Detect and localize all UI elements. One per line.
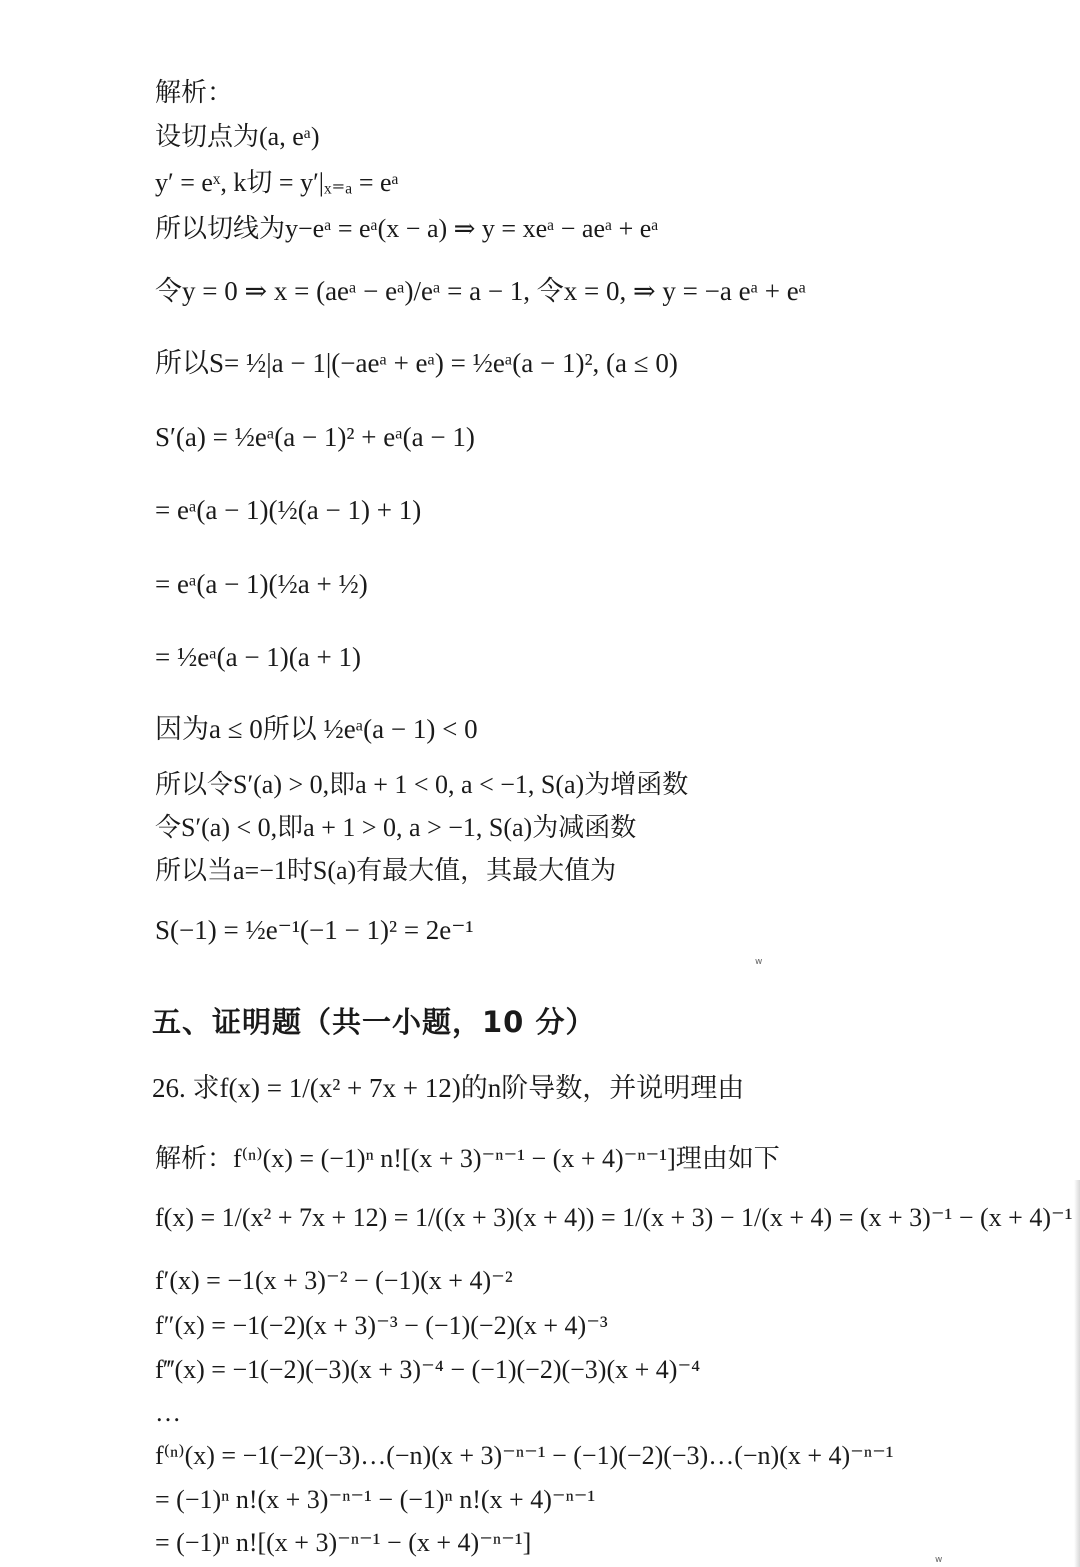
solution-line: 令S′(a) < 0,即a + 1 > 0, a > −1, S(a)为减函数 <box>155 813 637 842</box>
section-heading: 五、证明题（共一小题，10 分） <box>152 1005 596 1039</box>
solution-line: 所以S= ½|a − 1|(−aeᵃ + eᵃ) = ½eᵃ(a − 1)², (a ≤ 0) <box>155 348 678 378</box>
solution-line: = ½eᵃ(a − 1)(a + 1) <box>155 642 361 672</box>
solution-line: f(x) = 1/(x² + 7x + 12) = 1/((x + 3)(x + 4)) = 1/(x + 3) − 1/(x + 4) = (x + 3)⁻¹ − (x + 4)⁻¹ <box>155 1203 1073 1232</box>
solution-line: = (−1)ⁿ n![(x + 3)⁻ⁿ⁻¹ − (x + 4)⁻ⁿ⁻¹] <box>155 1528 532 1557</box>
solution-line: y′ = eˣ, k切 = y′|ₓ₌ₐ = eᵃ <box>155 168 399 197</box>
solution-line: 设切点为(a, eᵃ) <box>155 122 320 151</box>
solution-line: 解析： <box>155 78 234 107</box>
solution-line: S′(a) = ½eᵃ(a − 1)² + eᵃ(a − 1) <box>155 422 475 452</box>
solution-line: 所以当a=−1时S(a)有最大值，其最大值为 <box>155 856 617 885</box>
solution-line: f‴(x) = −1(−2)(−3)(x + 3)⁻⁴ − (−1)(−2)(−3)(x + 4)⁻⁴ <box>155 1355 701 1384</box>
stray-mark: w <box>935 1555 943 1565</box>
solution-line: 令y = 0 ⇒ x = (aeᵃ − eᵃ)/eᵃ = a − 1, 令x = 0, ⇒ y = −a eᵃ + eᵃ <box>155 276 807 306</box>
solution-line: = eᵃ(a − 1)(½(a − 1) + 1) <box>155 495 422 525</box>
solution-line: S(−1) = ½e⁻¹(−1 − 1)² = 2e⁻¹ <box>155 915 474 945</box>
solution-line: f′(x) = −1(x + 3)⁻² − (−1)(x + 4)⁻² <box>155 1266 513 1295</box>
solution-line: = eᵃ(a − 1)(½a + ½) <box>155 569 368 599</box>
solution-line: 解析：f⁽ⁿ⁾(x) = (−1)ⁿ n![(x + 3)⁻ⁿ⁻¹ − (x + 4)⁻ⁿ⁻¹]理由如下 <box>155 1144 780 1173</box>
solution-line: f⁽ⁿ⁾(x) = −1(−2)(−3)…(−n)(x + 3)⁻ⁿ⁻¹ − (−1)(−2)(−3)…(−n)(x + 4)⁻ⁿ⁻¹ <box>155 1441 894 1470</box>
solution-line: … <box>155 1398 181 1427</box>
solution-line: f″(x) = −1(−2)(x + 3)⁻³ − (−1)(−2)(x + 4)⁻³ <box>155 1311 608 1340</box>
page-edge-shadow <box>1074 1180 1080 1567</box>
question-text: 26. 求f(x) = 1/(x² + 7x + 12)的n阶导数，并说明理由 <box>152 1073 745 1103</box>
solution-line: 因为a ≤ 0所以 ½eᵃ(a − 1) < 0 <box>155 714 478 744</box>
stray-mark: w <box>755 957 763 967</box>
solution-line: = (−1)ⁿ n!(x + 3)⁻ⁿ⁻¹ − (−1)ⁿ n!(x + 4)⁻ⁿ⁻¹ <box>155 1485 596 1514</box>
solution-line: 所以切线为y−eᵃ = eᵃ(x − a) ⇒ y = xeᵃ − aeᵃ + eᵃ <box>155 214 659 243</box>
solution-line: 所以令S′(a) > 0,即a + 1 < 0, a < −1, S(a)为增函数 <box>155 770 689 799</box>
